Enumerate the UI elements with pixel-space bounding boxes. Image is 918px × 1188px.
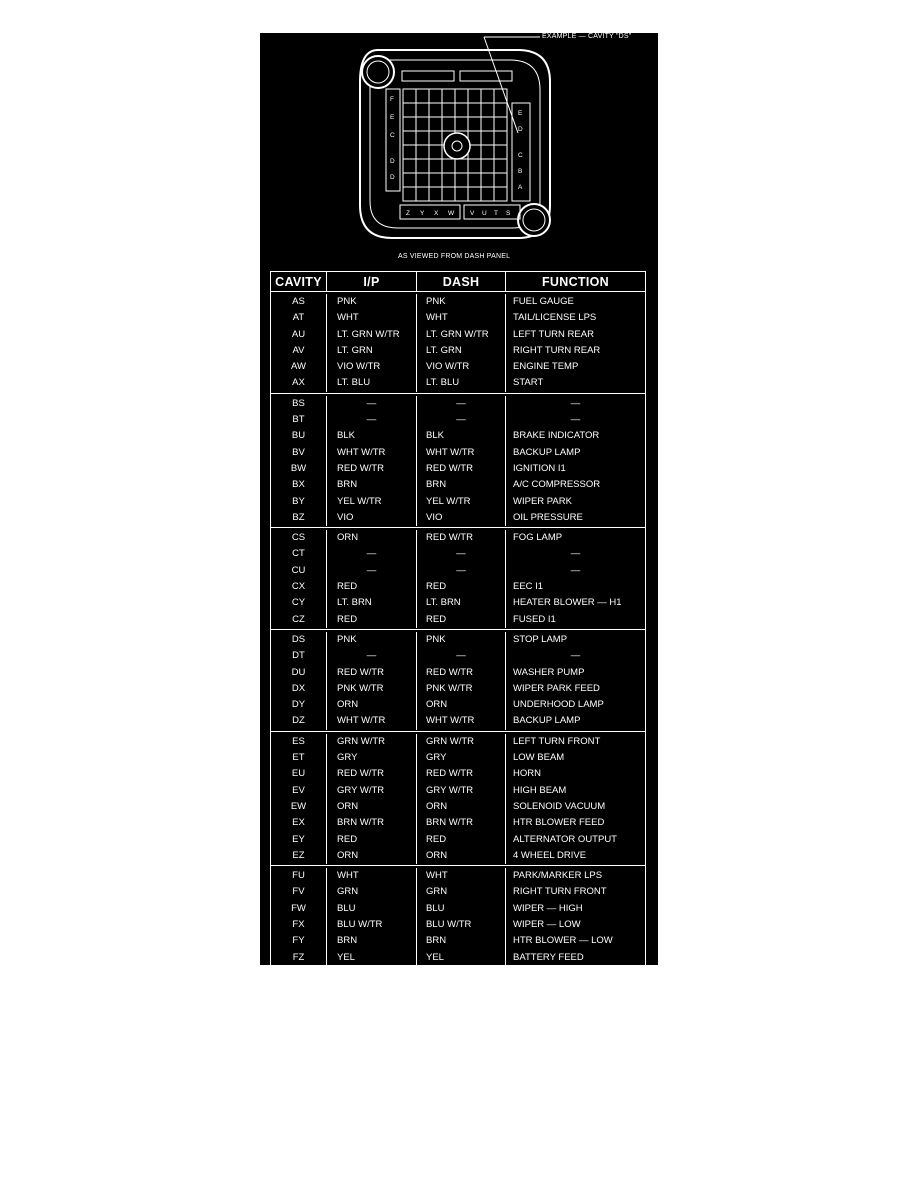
cell-function: WIPER — LOW — [513, 918, 581, 930]
cell-function: — — [570, 650, 581, 662]
cell-function: HORN — [513, 768, 541, 780]
table-row — [271, 848, 645, 864]
table-row — [271, 815, 645, 831]
cell-function: EEC I1 — [513, 581, 544, 593]
cell-function: WASHER PUMP — [513, 666, 585, 678]
cell-dash: WHT W/TR — [417, 445, 506, 461]
table-row — [271, 868, 645, 884]
cell-ip: YEL W/TR — [327, 494, 417, 510]
cell-ip: RED W/TR — [327, 461, 417, 477]
diagram-bottom-letter: S — [506, 210, 511, 217]
cell-ip: VIO — [327, 510, 417, 526]
table-row — [271, 783, 645, 799]
cell-ip: BLK — [327, 428, 417, 444]
cell-cavity: EV — [271, 783, 327, 799]
cell-dash: BLU W/TR — [417, 917, 506, 933]
header-function: FUNCTION — [542, 274, 609, 289]
cell-dash: RED — [417, 579, 506, 595]
table-row — [271, 884, 645, 900]
cell-cavity: BT — [271, 412, 327, 428]
cell-dash: ORN — [417, 697, 506, 713]
cell-function: — — [570, 548, 581, 560]
cell-ip: — — [327, 396, 417, 412]
cell-ip: WHT — [327, 868, 417, 884]
cell-ip: RED W/TR — [327, 766, 417, 782]
cell-ip: GRY W/TR — [327, 783, 417, 799]
cell-ip: — — [327, 546, 417, 562]
cell-function: HTR BLOWER — LOW — [513, 935, 613, 947]
table-row — [271, 546, 645, 562]
cell-cavity: AT — [271, 310, 327, 326]
diagram-right-letter: C — [518, 152, 523, 159]
table-row — [271, 343, 645, 359]
cell-dash: GRY W/TR — [417, 783, 506, 799]
cell-cavity: BZ — [271, 510, 327, 526]
cell-cavity: EU — [271, 766, 327, 782]
cell-cavity: DX — [271, 681, 327, 697]
diagram-left-letter: E — [390, 114, 395, 121]
cell-ip: RED — [327, 832, 417, 848]
cell-dash: GRN — [417, 884, 506, 900]
table-row — [271, 697, 645, 713]
cell-function: SOLENOID VACUUM — [513, 800, 606, 812]
cell-ip: WHT W/TR — [327, 713, 417, 729]
header-dash: DASH — [417, 272, 506, 291]
diagram-bottom-letter: T — [494, 210, 498, 217]
cell-dash: BRN W/TR — [417, 815, 506, 831]
cell-function: ENGINE TEMP — [513, 361, 579, 373]
diagram-left-letter: D — [390, 174, 395, 181]
cell-function: HTR BLOWER FEED — [513, 817, 605, 829]
table-row — [271, 375, 645, 391]
cell-cavity: BU — [271, 428, 327, 444]
cell-dash: — — [417, 412, 506, 428]
table-row — [271, 632, 645, 648]
cell-function: — — [570, 397, 581, 409]
cell-cavity: EZ — [271, 848, 327, 864]
cell-dash: — — [417, 563, 506, 579]
diagram-bottom-letter: V — [470, 210, 475, 217]
cell-ip: BRN W/TR — [327, 815, 417, 831]
cell-function: PARK/MARKER LPS — [513, 870, 603, 882]
diagram-bottom-letter: Z — [406, 210, 410, 217]
cell-cavity: BY — [271, 494, 327, 510]
cell-dash: GRY — [417, 750, 506, 766]
cell-dash: BLK — [417, 428, 506, 444]
cell-dash: RED W/TR — [417, 530, 506, 546]
cell-ip: — — [327, 412, 417, 428]
cell-dash: WHT W/TR — [417, 713, 506, 729]
wiring-panel — [260, 33, 658, 965]
cell-cavity: CX — [271, 579, 327, 595]
cavity-group — [271, 866, 645, 967]
cell-dash: — — [417, 546, 506, 562]
cell-cavity: AU — [271, 327, 327, 343]
cell-cavity: BS — [271, 396, 327, 412]
header-ip: I/P — [327, 272, 417, 291]
cell-function: BATTERY FEED — [513, 951, 584, 963]
cell-ip: BLU — [327, 901, 417, 917]
cell-dash: PNK — [417, 632, 506, 648]
diagram-right-letter: A — [518, 184, 523, 191]
cell-dash: YEL — [417, 950, 506, 966]
cell-cavity: FZ — [271, 950, 327, 966]
cell-ip: — — [327, 563, 417, 579]
cell-ip: GRY — [327, 750, 417, 766]
diagram-bottom-letter: U — [482, 210, 487, 217]
diagram-left-letter: C — [390, 132, 395, 139]
cell-dash: LT. BLU — [417, 375, 506, 391]
table-row — [271, 612, 645, 628]
cell-dash: ORN — [417, 848, 506, 864]
table-row — [271, 832, 645, 848]
diagram-left-letter: F — [390, 96, 394, 103]
cell-cavity: BV — [271, 445, 327, 461]
cavity-group — [271, 394, 645, 528]
cell-function: UNDERHOOD LAMP — [513, 699, 604, 711]
cell-dash: — — [417, 648, 506, 664]
cell-dash: RED W/TR — [417, 766, 506, 782]
cavity-group — [271, 292, 645, 394]
table-row — [271, 579, 645, 595]
cavity-group — [271, 528, 645, 630]
cell-ip: — — [327, 648, 417, 664]
table-row — [271, 648, 645, 664]
cell-function: BACKUP LAMP — [513, 446, 581, 458]
cell-function: — — [570, 564, 581, 576]
cell-dash: WHT — [417, 868, 506, 884]
table-row — [271, 494, 645, 510]
cavity-group — [271, 732, 645, 866]
cell-function: HIGH BEAM — [513, 784, 567, 796]
cell-ip: WHT W/TR — [327, 445, 417, 461]
connector-diagram — [260, 33, 658, 273]
cell-ip: RED — [327, 579, 417, 595]
connector-drawing — [260, 33, 658, 273]
cell-cavity: FU — [271, 868, 327, 884]
cell-cavity: AX — [271, 375, 327, 391]
cell-function: WIPER — HIGH — [513, 902, 583, 914]
cell-function: — — [570, 414, 581, 426]
cell-ip: PNK — [327, 632, 417, 648]
cavity-group — [271, 630, 645, 732]
cell-function: START — [513, 377, 544, 389]
table-row — [271, 766, 645, 782]
table-row — [271, 665, 645, 681]
cell-ip: VIO W/TR — [327, 359, 417, 375]
cell-function: LEFT TURN REAR — [513, 328, 594, 340]
cell-cavity: EW — [271, 799, 327, 815]
table-row — [271, 412, 645, 428]
cell-dash: — — [417, 396, 506, 412]
cell-cavity: CS — [271, 530, 327, 546]
table-row — [271, 445, 645, 461]
table-row — [271, 901, 645, 917]
cell-cavity: EY — [271, 832, 327, 848]
cell-dash: VIO — [417, 510, 506, 526]
table-row — [271, 563, 645, 579]
cell-dash: LT. BRN — [417, 595, 506, 611]
table-row — [271, 917, 645, 933]
cell-cavity: DZ — [271, 713, 327, 729]
cell-cavity: EX — [271, 815, 327, 831]
cell-dash: RED W/TR — [417, 665, 506, 681]
cell-dash: PNK — [417, 294, 506, 310]
table-row — [271, 428, 645, 444]
table-row — [271, 750, 645, 766]
cell-cavity: FY — [271, 933, 327, 949]
table-row — [271, 933, 645, 949]
cell-function: WIPER PARK FEED — [513, 682, 600, 694]
table-row — [271, 734, 645, 750]
cell-cavity: AW — [271, 359, 327, 375]
cell-dash: GRN W/TR — [417, 734, 506, 750]
cell-ip: ORN — [327, 697, 417, 713]
cell-ip: LT. GRN — [327, 343, 417, 359]
cell-cavity: DU — [271, 665, 327, 681]
cell-ip: ORN — [327, 799, 417, 815]
diagram-left-letter: D — [390, 158, 395, 165]
cell-function: STOP LAMP — [513, 633, 568, 645]
cell-function: WIPER PARK — [513, 495, 572, 507]
cell-dash: RED — [417, 832, 506, 848]
diagram-right-letter: E — [518, 110, 523, 117]
table-row — [271, 595, 645, 611]
cell-dash: BRN — [417, 477, 506, 493]
cell-ip: BRN — [327, 477, 417, 493]
cell-cavity: ES — [271, 734, 327, 750]
cell-function: RIGHT TURN FRONT — [513, 886, 607, 898]
cell-ip: PNK W/TR — [327, 681, 417, 697]
table-row — [271, 327, 645, 343]
table-row — [271, 713, 645, 729]
cell-ip: WHT — [327, 310, 417, 326]
cell-cavity: CZ — [271, 612, 327, 628]
cell-ip: RED — [327, 612, 417, 628]
cell-function: HEATER BLOWER — H1 — [513, 597, 622, 609]
table-header — [271, 272, 645, 292]
diagram-bottom-letter: X — [434, 210, 439, 217]
table-row — [271, 310, 645, 326]
cell-dash: VIO W/TR — [417, 359, 506, 375]
cell-function: LOW BEAM — [513, 752, 565, 764]
cell-dash: YEL W/TR — [417, 494, 506, 510]
cell-ip: GRN W/TR — [327, 734, 417, 750]
diagram-right-letter: B — [518, 168, 523, 175]
view-caption: AS VIEWED FROM DASH PANEL — [398, 253, 511, 260]
table-row — [271, 359, 645, 375]
cell-function: IGNITION I1 — [513, 462, 566, 474]
cell-ip: RED W/TR — [327, 665, 417, 681]
cell-ip: ORN — [327, 530, 417, 546]
cell-dash: BRN — [417, 933, 506, 949]
cell-cavity: CY — [271, 595, 327, 611]
cell-function: LEFT TURN FRONT — [513, 735, 601, 747]
table-body — [271, 292, 645, 967]
diagram-right-letter: D — [518, 126, 523, 133]
cell-cavity: FV — [271, 884, 327, 900]
diagram-bottom-letter: Y — [420, 210, 425, 217]
cell-dash: PNK W/TR — [417, 681, 506, 697]
cell-ip: LT. BRN — [327, 595, 417, 611]
diagram-bottom-letter: W — [448, 210, 455, 217]
cavity-table — [270, 271, 646, 968]
table-row — [271, 477, 645, 493]
cell-dash: ORN — [417, 799, 506, 815]
table-row — [271, 294, 645, 310]
cell-dash: RED — [417, 612, 506, 628]
cell-cavity: ET — [271, 750, 327, 766]
cell-cavity: FX — [271, 917, 327, 933]
table-row — [271, 396, 645, 412]
cell-cavity: CU — [271, 563, 327, 579]
cell-ip: GRN — [327, 884, 417, 900]
cell-function: 4 WHEEL DRIVE — [513, 849, 587, 861]
cell-cavity: AS — [271, 294, 327, 310]
cell-ip: PNK — [327, 294, 417, 310]
cell-function: FOG LAMP — [513, 532, 563, 544]
cell-ip: YEL — [327, 950, 417, 966]
cell-function: BRAKE INDICATOR — [513, 430, 600, 442]
cell-function: ALTERNATOR OUTPUT — [513, 833, 617, 845]
cell-dash: LT. GRN — [417, 343, 506, 359]
cell-function: FUSED I1 — [513, 613, 556, 625]
cell-cavity: DS — [271, 632, 327, 648]
table-row — [271, 461, 645, 477]
cell-ip: LT. GRN W/TR — [327, 327, 417, 343]
cell-cavity: FW — [271, 901, 327, 917]
cell-function: FUEL GAUGE — [513, 296, 574, 307]
table-row — [271, 799, 645, 815]
cell-cavity: DT — [271, 648, 327, 664]
cell-function: OIL PRESSURE — [513, 511, 583, 523]
cell-cavity: BX — [271, 477, 327, 493]
cell-function: TAIL/LICENSE LPS — [513, 312, 597, 324]
cell-cavity: CT — [271, 546, 327, 562]
cell-cavity: AV — [271, 343, 327, 359]
example-cavity-label: EXAMPLE — CAVITY "DS" — [542, 33, 632, 40]
cell-cavity: BW — [271, 461, 327, 477]
cell-dash: BLU — [417, 901, 506, 917]
header-cavity: CAVITY — [271, 272, 327, 291]
cell-ip: BRN — [327, 933, 417, 949]
cell-dash: RED W/TR — [417, 461, 506, 477]
cell-dash: LT. GRN W/TR — [417, 327, 506, 343]
table-row — [271, 950, 645, 966]
table-row — [271, 530, 645, 546]
cell-cavity: DY — [271, 697, 327, 713]
table-row — [271, 510, 645, 526]
cell-ip: ORN — [327, 848, 417, 864]
cell-dash: WHT — [417, 310, 506, 326]
cell-function: A/C COMPRESSOR — [513, 479, 601, 491]
cell-function: BACKUP LAMP — [513, 715, 581, 727]
cell-function: RIGHT TURN REAR — [513, 344, 601, 356]
cell-ip: BLU W/TR — [327, 917, 417, 933]
table-row — [271, 681, 645, 697]
cell-ip: LT. BLU — [327, 375, 417, 391]
